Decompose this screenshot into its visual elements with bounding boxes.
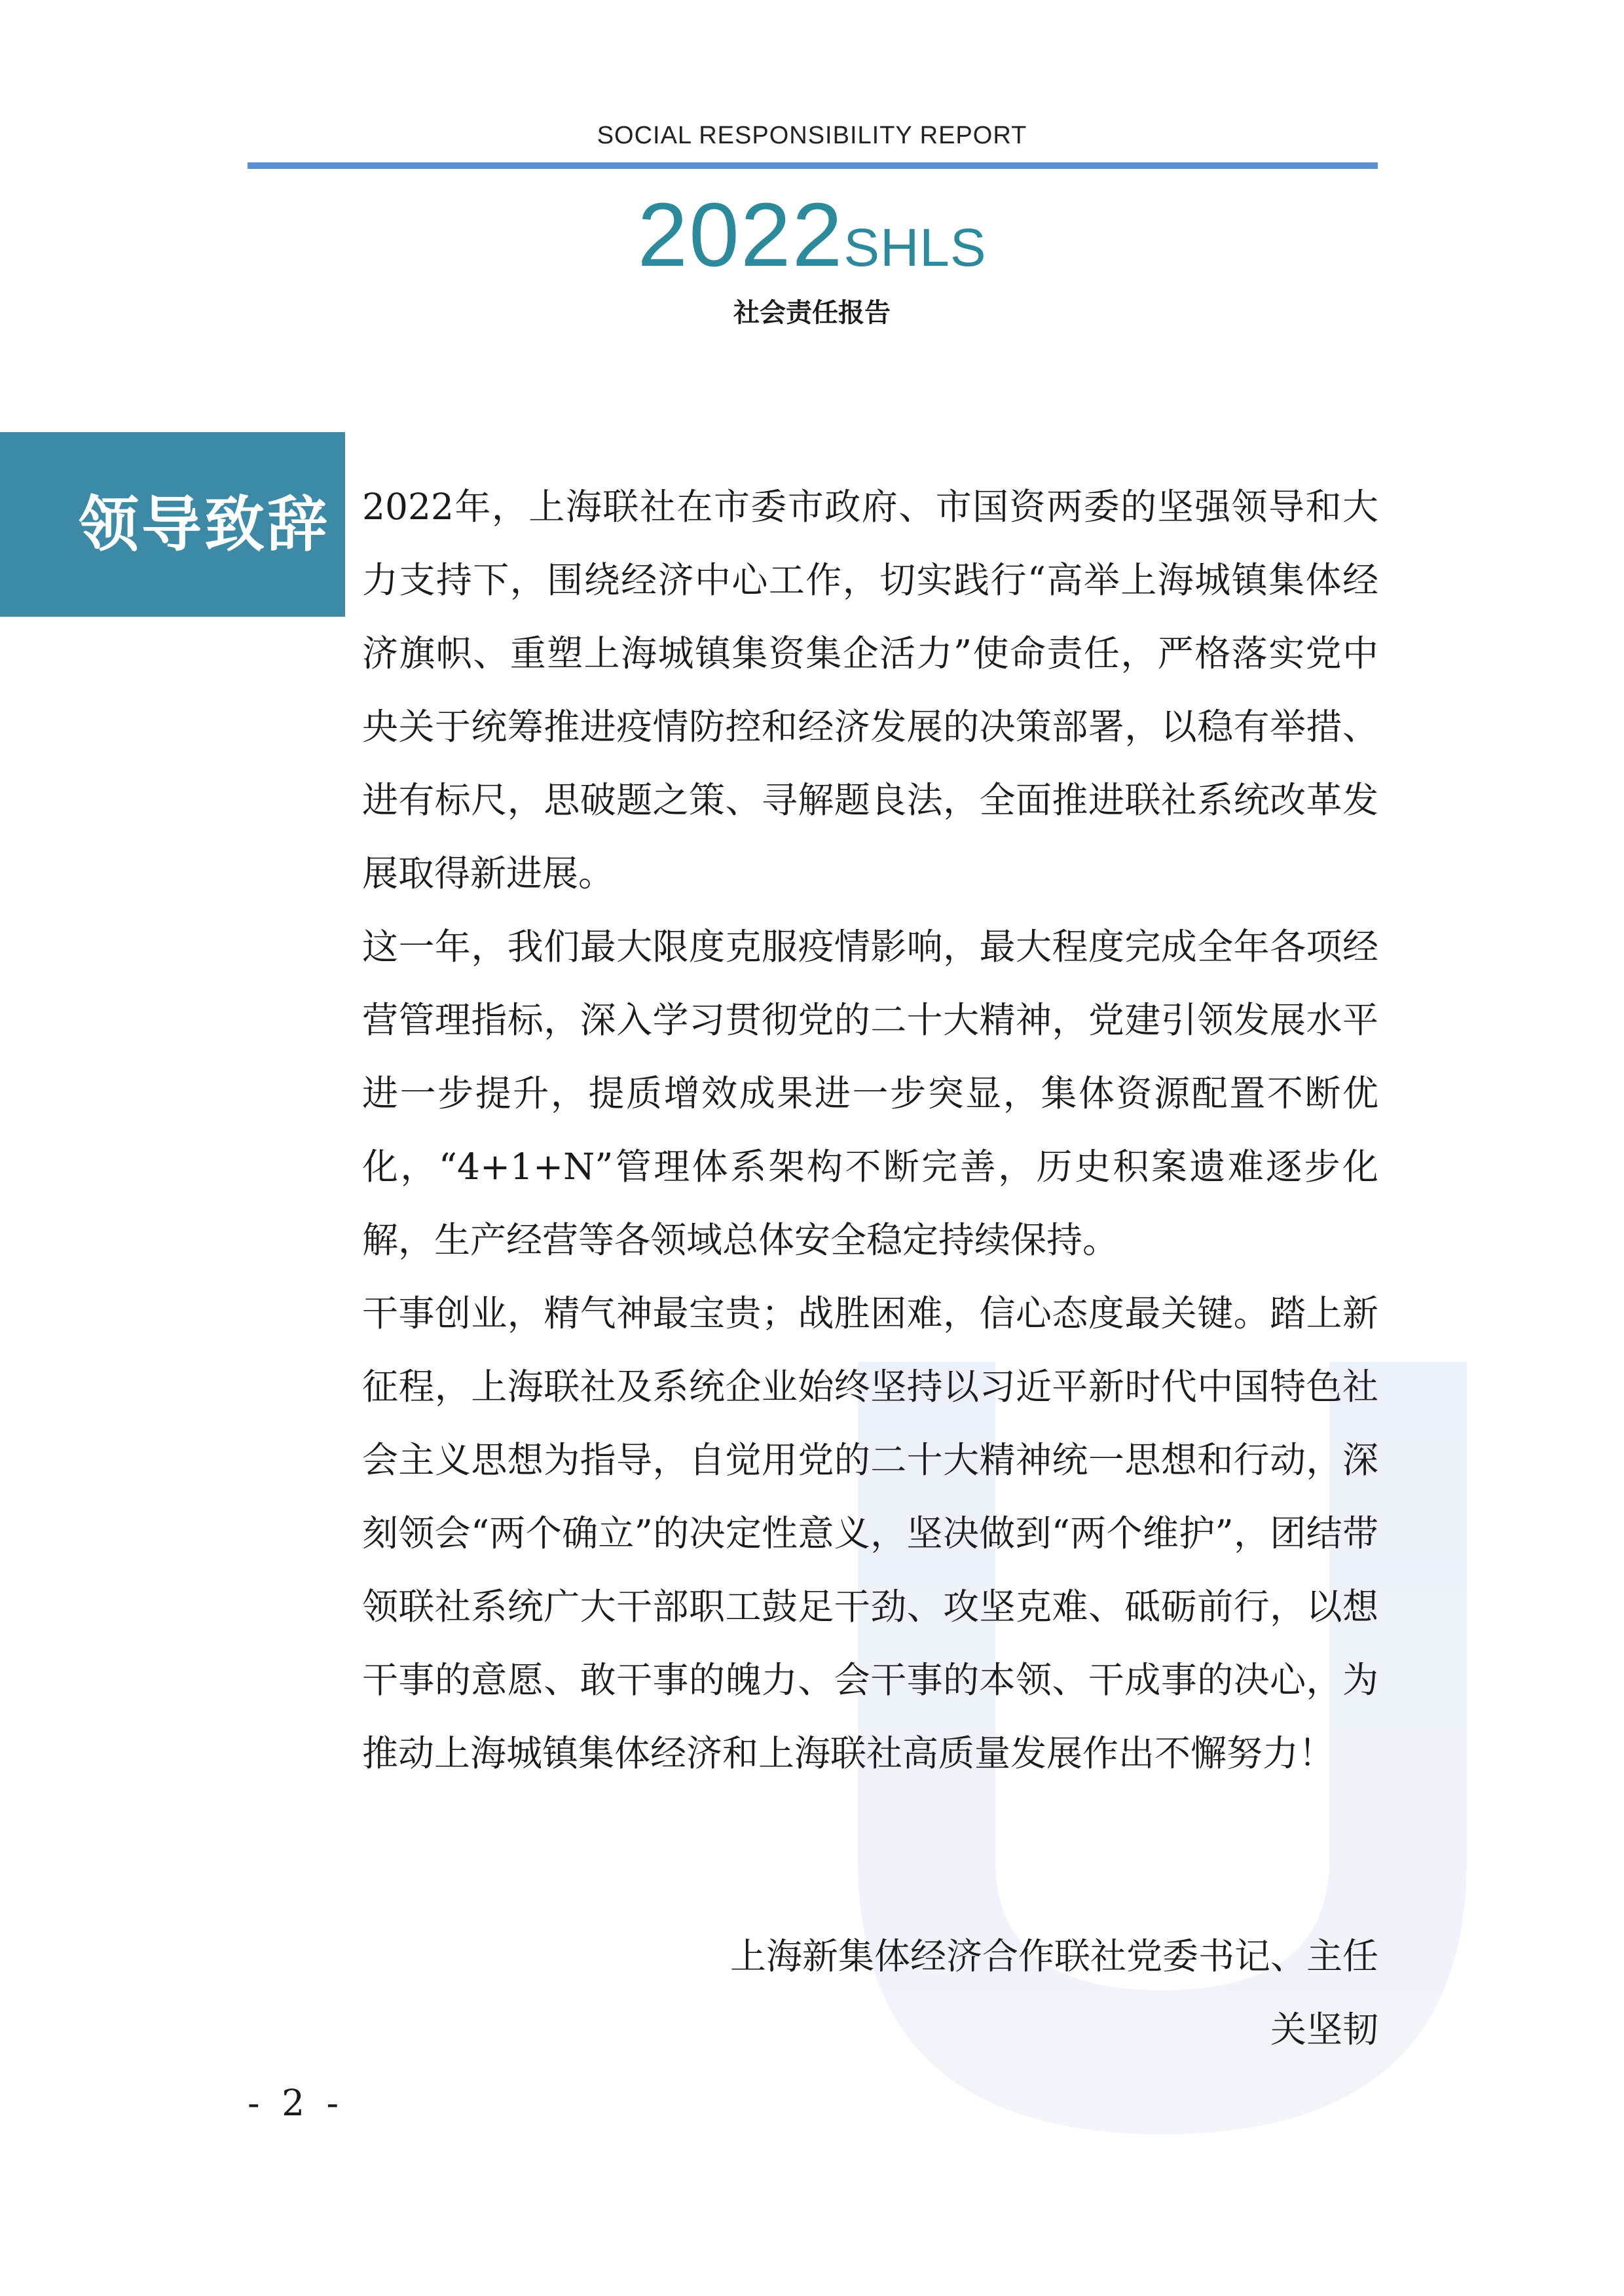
section-title: 领导致辞: [79, 490, 331, 560]
header-divider: [248, 162, 1378, 169]
report-english-title: SOCIAL RESPONSIBILITY REPORT: [597, 122, 1027, 149]
report-chinese-title: 社会责任报告: [733, 298, 891, 328]
signature-block: [589, 1920, 1378, 2066]
signature-title: 上海新集体经济合作联社党委书记、主任: [729, 1935, 1378, 1977]
paragraph: 这一年，我们最大限度克服疫情影响，最大程度完成全年各项经营管理指标，深入学习贯彻党的二十大精神，党建引领发展水平进一步提升，提质增效成果进一步突显，集体资源配置不断优化，“4+1+N”管理体系架构不断完善，历史积案遗难逐步化解，生产经营等各领域总体安全稳定持续保持。: [362, 926, 1378, 1261]
org-abbreviation: SHLS: [843, 218, 987, 278]
report-year: 2022: [637, 185, 844, 285]
paragraph: 2022年，上海联社在市委市政府、市国资两委的坚强领导和大力支持下，围绕经济中心工作，切实践行“高举上海城镇集体经济旗帜、重塑上海城镇集资集企活力”使命责任，严格落实党中央关于统筹推进疫情防控和经济发展的决策部署，以稳有举措、进有标尺，思破题之策、寻解题良法，全面推进联社系统改革发展取得新进展。: [362, 486, 1378, 894]
message-body: [362, 470, 1378, 1790]
report-year-logo: [0, 183, 1624, 287]
paragraph: 干事创业，精气神最宝贵；战胜困难，信心态度最关键。踏上新征程，上海联社及系统企业始终坚持以习近平新时代中国特色社会主义思想为指导，自觉用党的二十大精神统一思想和行动，深刻领会“两个确立”的决定性意义，坚决做到“两个维护”，团结带领联社系统广大干部职工鼓足干劲、攻坚克难、砥砺前行，以想干事的意愿、敢干事的魄力、会干事的本领、干成事的决心，为推动上海城镇集体经济和上海联社高质量发展作出不懈努力！: [362, 1292, 1378, 1774]
page-number: - 2 -: [248, 2082, 344, 2124]
signature-name: 关坚韧: [1270, 2009, 1378, 2050]
